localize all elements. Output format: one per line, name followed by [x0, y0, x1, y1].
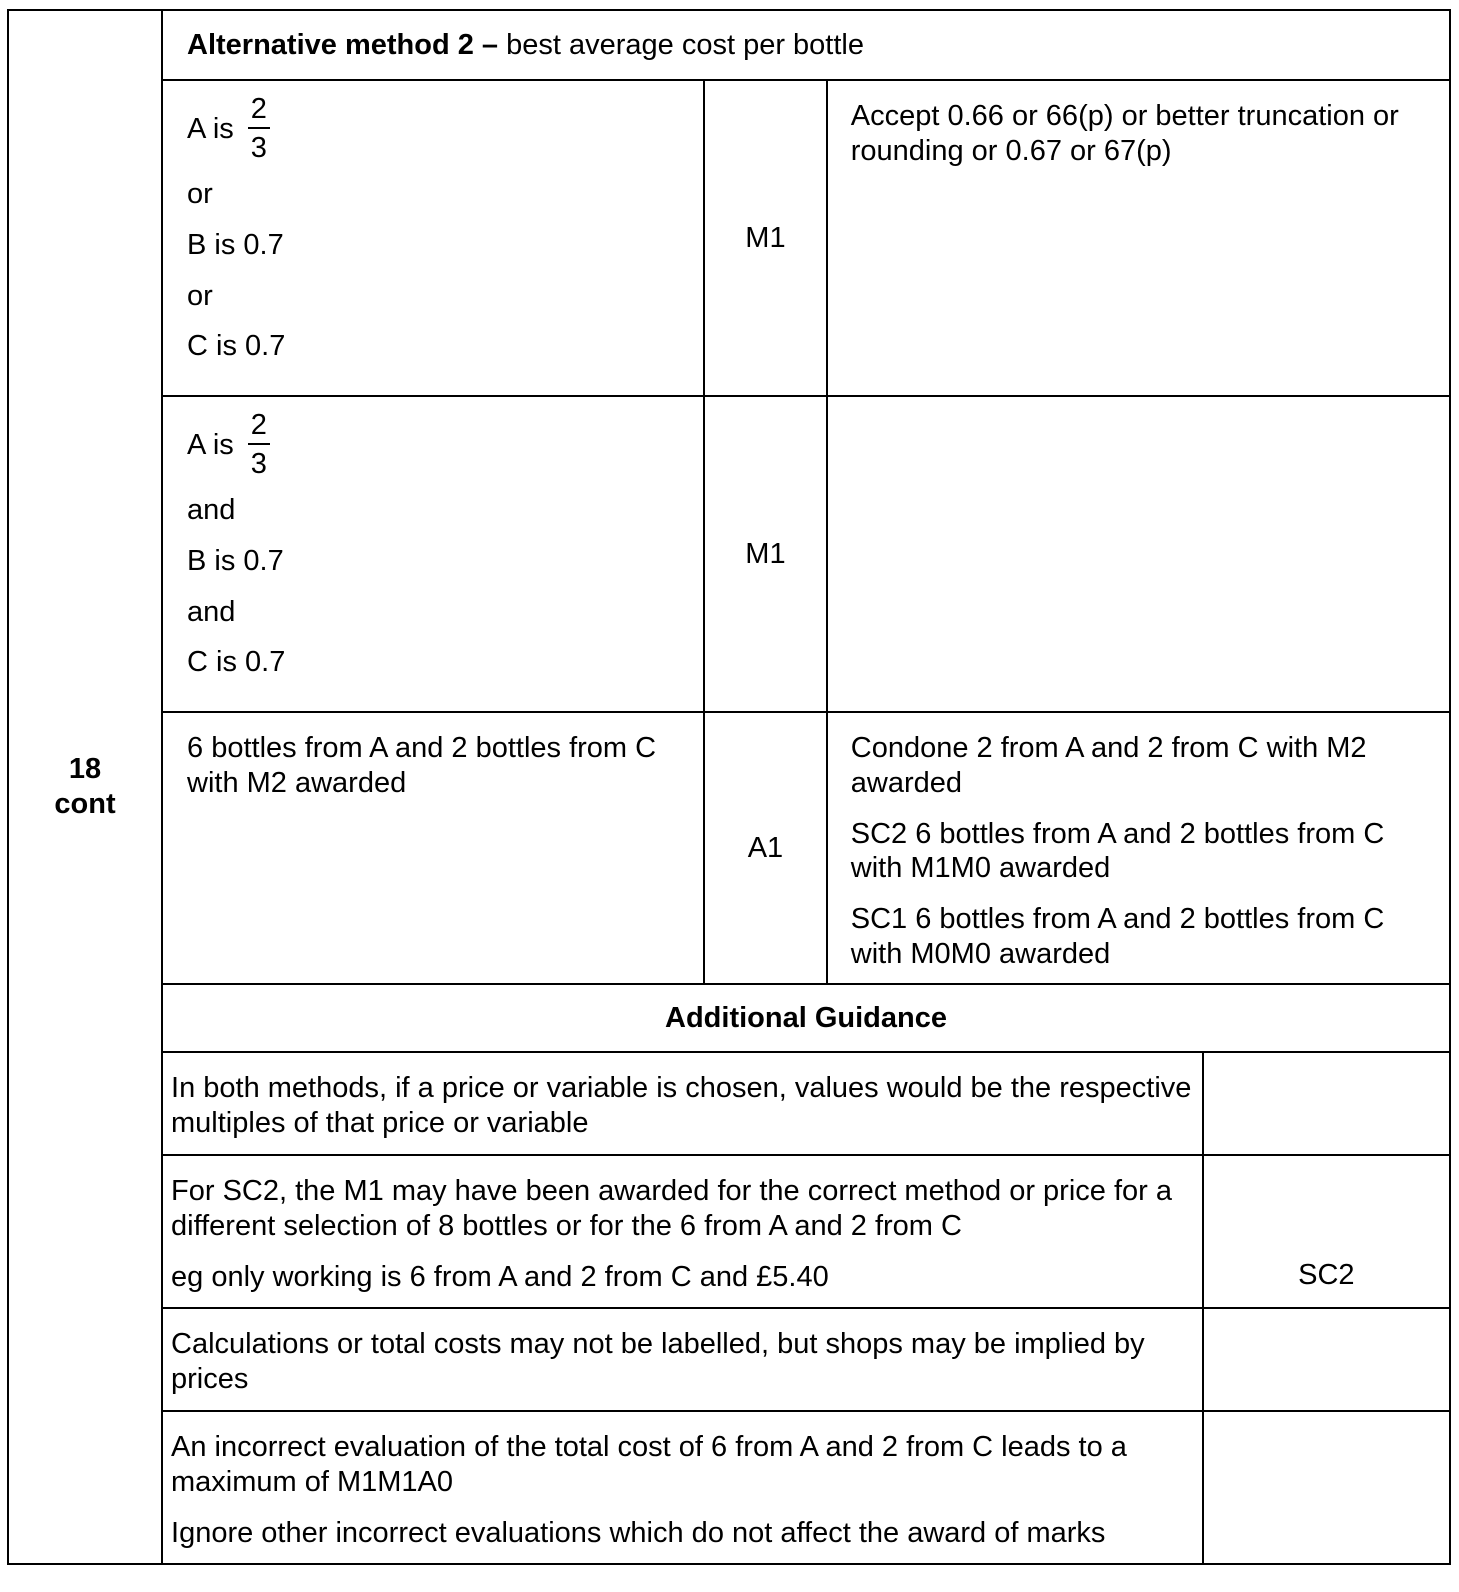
fraction-denominator: 3	[250, 448, 267, 480]
question-number: 18	[68, 753, 102, 786]
guidance-heading-row	[8, 984, 1450, 1052]
mark-row	[8, 396, 1450, 712]
mark-row	[8, 80, 1450, 396]
working-line: B is 0.7	[187, 228, 284, 261]
guidance-line: Ignore other incorrect evaluations which do not affect the award of marks	[171, 1516, 1106, 1549]
mark-cell: M1	[704, 80, 827, 396]
guidance-row	[8, 1052, 1450, 1155]
working-cell	[162, 396, 704, 712]
guidance-line: In both methods, if a price or variable is chosen, values would be the respective multiples of that price or variable	[171, 1072, 1192, 1139]
guidance-mark	[1203, 1052, 1450, 1155]
working-line: and	[187, 494, 236, 526]
working-line: or	[187, 279, 213, 312]
guidance-mark	[1203, 1411, 1450, 1564]
working-line: or	[187, 178, 213, 210]
fraction-line	[187, 93, 693, 165]
guidance-heading: Additional Guidance	[162, 984, 1450, 1052]
guidance-line: Calculations or total costs may not be labelled, but shops may be implied by prices	[171, 1328, 1145, 1395]
fraction-two-thirds	[248, 95, 270, 163]
comment-cell	[827, 712, 1450, 984]
guidance-text	[162, 1155, 1203, 1308]
method-title-bold: Alternative method 2 –	[187, 28, 499, 61]
guidance-text	[162, 1411, 1203, 1564]
guidance-mark: SC2	[1203, 1155, 1450, 1308]
comment-cell: Accept 0.66 or 66(p) or better truncation or rounding or 0.67 or 67(p)	[827, 80, 1450, 396]
comment-line: Condone 2 from A and 2 from C with M2 awarded	[850, 732, 1367, 799]
fraction-two-thirds	[248, 411, 270, 479]
fraction-line	[187, 409, 693, 481]
guidance-text	[162, 1052, 1203, 1155]
guidance-text	[162, 1308, 1203, 1411]
working-cell	[162, 80, 704, 396]
mark-scheme-table	[7, 9, 1451, 1565]
fraction-prefix: A is	[187, 112, 234, 145]
method-header-row	[8, 10, 1450, 80]
comment-line: SC1 6 bottles from A and 2 bottles from C with M0M0 awarded	[850, 903, 1385, 970]
guidance-line: An incorrect evaluation of the total cost of 6 from A and 2 from C leads to a maximum of M1M1A0	[171, 1431, 1127, 1498]
guidance-mark	[1203, 1308, 1450, 1411]
guidance-line: For SC2, the M1 may have been awarded for the correct method or price for a different selection of 8 bottles or for the 6 from A and 2 from C	[171, 1175, 1172, 1242]
fraction-numerator: 2	[250, 409, 267, 441]
guidance-row	[8, 1155, 1450, 1308]
fraction-prefix: A is	[187, 428, 234, 461]
method-title	[162, 10, 1450, 80]
question-number-cell	[8, 10, 162, 1564]
guidance-row	[8, 1411, 1450, 1564]
working-line: and	[187, 595, 236, 628]
guidance-line: eg only working is 6 from A and 2 from C and £5.40	[171, 1260, 829, 1293]
working-cell: 6 bottles from A and 2 bottles from C with M2 awarded	[162, 712, 704, 984]
working-lines	[187, 493, 693, 680]
working-line: C is 0.7	[187, 646, 286, 679]
mark-row	[8, 712, 1450, 984]
guidance-row	[8, 1308, 1450, 1411]
question-cont-label: cont	[54, 788, 116, 820]
fraction-numerator: 2	[250, 93, 267, 125]
method-title-rest: best average cost per bottle	[498, 28, 864, 61]
working-lines	[187, 177, 693, 364]
fraction-denominator: 3	[250, 132, 267, 164]
mark-cell: M1	[704, 396, 827, 712]
mark-cell: A1	[704, 712, 827, 984]
working-line: C is 0.7	[187, 330, 286, 363]
comment-cell	[827, 396, 1450, 712]
comment-line: SC2 6 bottles from A and 2 bottles from C with M1M0 awarded	[850, 817, 1385, 885]
working-line: B is 0.7	[187, 544, 284, 577]
